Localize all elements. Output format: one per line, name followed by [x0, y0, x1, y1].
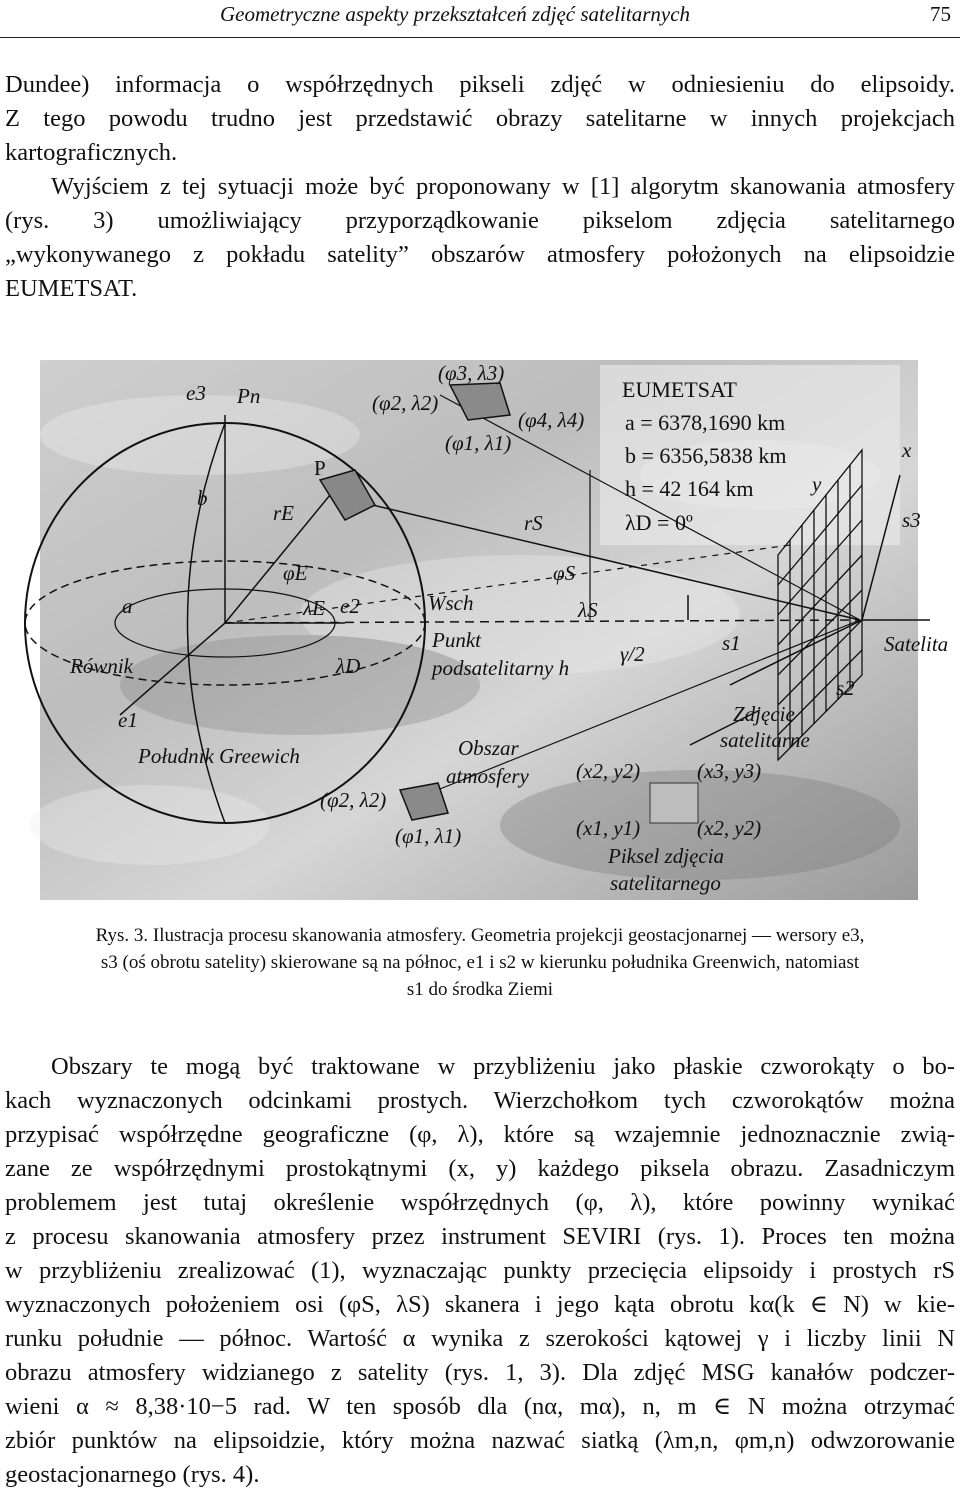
label-satelitarne: satelitarne	[720, 728, 810, 752]
label-pn: Pn	[237, 384, 261, 408]
label-phi1-lam1-top: (φ1, λ1)	[445, 431, 512, 455]
label-poludnik: Południk Greewich	[138, 744, 300, 768]
label-zdjecie: Zdjęcie	[733, 702, 795, 726]
label-s2: s2	[836, 676, 855, 700]
eumetsat-title: EUMETSAT	[622, 377, 737, 402]
caption-line: Rys. 3. Ilustracja procesu skanowania atmosfery. Geometria projekcji geostacjonarnej — wersory e3,	[95, 925, 865, 946]
label-e3: e3	[186, 381, 206, 405]
label-x2-y2-bottom: (x2, y2)	[697, 816, 762, 840]
label-x3-y3: (x3, y3)	[697, 759, 762, 783]
label-obszar: Obszar	[458, 736, 519, 760]
scanning-figure	[0, 355, 960, 900]
label-rS: rS	[524, 511, 543, 535]
text-line: (rys. 3) umożliwiający przyporządkowanie pikselom zdjęcia satelitarnego	[5, 207, 955, 234]
text-line: Wyjściem z tej sytuacji może być proponowany w [1] algorytm skanowania atmosfery	[51, 173, 955, 200]
label-x2-y2-top: (x2, y2)	[576, 759, 641, 783]
label-p: P	[314, 456, 326, 480]
label-e1: e1	[118, 708, 138, 732]
page-number: 75	[930, 2, 951, 26]
text-line: Z tego powodu trudno jest przedstawić obrazy satelitarne w innych projekcjach	[5, 105, 955, 132]
label-rownik: Równik	[70, 654, 133, 678]
page-header	[0, 0, 960, 40]
label-a: a	[122, 594, 133, 618]
text-line: obrazu atmosfery widzianego z satelity (rys. 1, 3). Dla zdjęć MSG kanałów podczer-	[5, 1359, 955, 1386]
label-punkt: Punkt	[432, 628, 481, 652]
text-line: Obszary te mogą być traktowane w przybliżeniu jako płaskie czworokąty o bo-	[51, 1053, 955, 1080]
text-line: problemem jest tutaj określenie współrzędnych (φ, λ), które powinny wynikać	[5, 1189, 955, 1216]
label-phi2-lam2-top: (φ2, λ2)	[372, 391, 439, 415]
label-e2: e2	[340, 594, 360, 618]
label-satelita: Satelita	[884, 632, 949, 656]
text-line: zbiór punktów na elipsoidzie, który można nazwać siatką (λm,n, φm,n) odwzorowanie	[5, 1427, 955, 1454]
label-s1: s1	[722, 631, 741, 655]
text-line: EUMETSAT.	[5, 275, 138, 302]
label-s3: s3	[902, 508, 921, 532]
label-atmosfery: atmosfery	[446, 764, 529, 788]
label-rE: rE	[273, 501, 294, 525]
text-line: z procesu skanowania atmosfery przez instrument SEVIRI (rys. 1). Proces ten można	[5, 1223, 955, 1250]
param-h: h = 42 164 km	[625, 476, 754, 501]
label-phiS: φS	[553, 561, 576, 585]
text-line: kartograficznych.	[5, 139, 178, 166]
image-pixel	[650, 783, 698, 823]
header-rule	[0, 37, 960, 38]
label-phi1-lam1-bottom: (φ1, λ1)	[395, 824, 462, 848]
text-line: geostacjonarnego (rys. 4).	[5, 1461, 260, 1488]
label-phi4-lam4: (φ4, λ4)	[518, 408, 585, 432]
label-lamS: λS	[578, 598, 598, 622]
caption-line: s1 do środka Ziemi	[406, 979, 554, 1000]
caption-line: s3 (oś obrotu satelity) skierowane są na północ, e1 i s2 w kierunku południka Greenwich, natomiast	[100, 952, 860, 973]
text-line: „wykonywanego z pokładu satelity” obszarów atmosfery położonych na elipsoidzie	[5, 241, 955, 268]
text-line: zane ze współrzędnymi prostokątnymi (x, y) każdego piksela obrazu. Zasadniczym	[5, 1155, 955, 1182]
text-line: Dundee) informacja o współrzędnych pikseli zdjęć w odniesieniu do elipsoidy.	[5, 71, 955, 98]
param-lambda-d: λD = 0º	[625, 510, 693, 535]
body-paragraph	[5, 1050, 955, 1492]
label-satelitarnego: satelitarnego	[610, 871, 721, 895]
running-title: Geometryczne aspekty przekształceń zdjęć satelitarnych	[220, 2, 691, 26]
label-lamE: λE	[303, 596, 325, 620]
label-x: x	[902, 438, 912, 462]
label-x1-y1: (x1, y1)	[576, 816, 641, 840]
label-b: b	[197, 486, 208, 510]
param-b: b = 6356,5838 km	[625, 443, 787, 468]
label-y: y	[812, 472, 822, 496]
label-phi3-lam3: (φ3, λ3)	[438, 361, 505, 385]
text-line: runku południe — północ. Wartość α wynika z szerokości kątowej γ i liczby linii N	[5, 1325, 955, 1352]
label-piksel: Piksel zdjęcia	[608, 844, 725, 868]
label-podsatelitarny: podsatelitarny h	[432, 656, 570, 680]
text-line: wieni α ≈ 8,38·10−5 rad. W ten sposób dla (nα, mα), n, m ∈ N można otrzymać	[5, 1393, 955, 1420]
intro-paragraph	[5, 68, 955, 306]
text-line: przypisać współrzędne geograficzne (φ, λ), które są wzajemnie jednoznacznie zwią-	[5, 1121, 955, 1148]
label-gamma: γ/2	[620, 642, 645, 666]
label-wsch: Wsch	[428, 591, 474, 615]
label-lamD: λD	[336, 654, 361, 678]
text-line: wyznaczonych położeniem osi (φS, λS) skanera i jego kąta obrotu kα(k ∈ N) w kie-	[5, 1291, 955, 1318]
label-phiE: φE	[283, 561, 308, 585]
param-a: a = 6378,1690 km	[625, 410, 786, 435]
text-line: kach wyznaczonych odcinkami prostych. Wierzchołkom tych czworokątów można	[5, 1087, 955, 1114]
label-phi2-lam2-bottom: (φ2, λ2)	[320, 788, 387, 812]
figure-caption	[0, 922, 960, 1003]
text-line: w przybliżeniu zrealizować (1), wyznaczając punkty przecięcia elipsoidy i prostych rS	[5, 1257, 955, 1284]
